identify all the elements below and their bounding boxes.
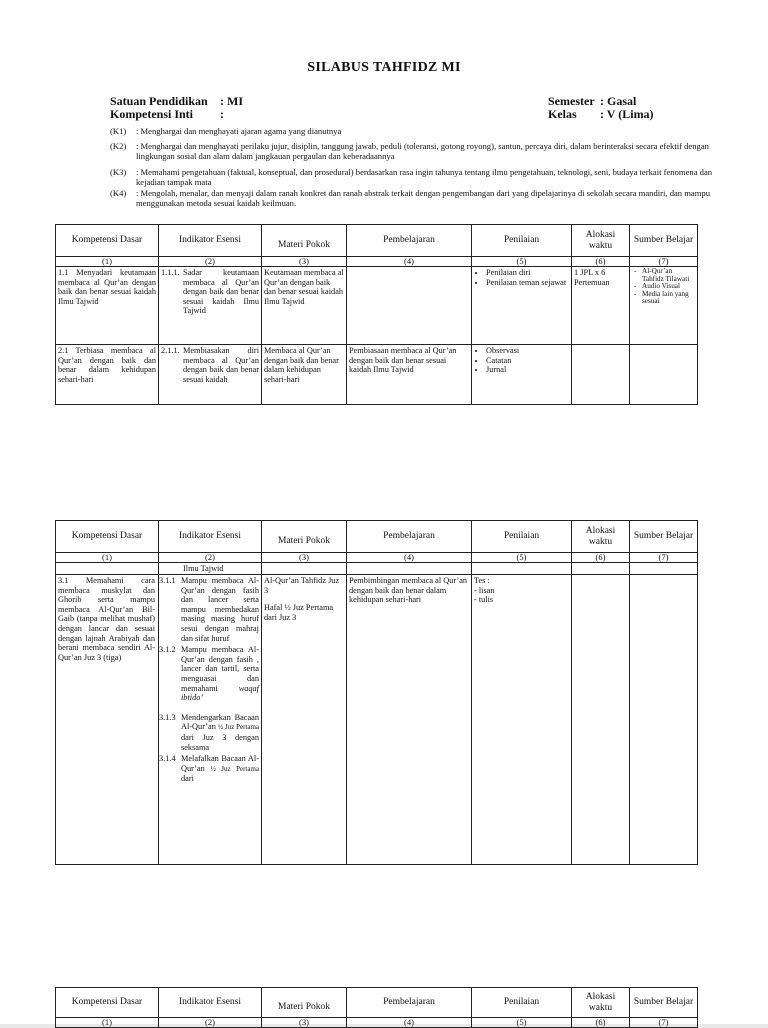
sumber-cell: - Al-Qur’an Tahfidz Tilawati - Audio Visual - Media lain yang sesuai xyxy=(630,267,698,345)
indicator-item: 3.1.1 Mampu membaca Al-Qur’an dengan fasih dan lancer serta mampu membedakan masing masing huruf sesui dengan mahraj dan sifat huruf xyxy=(159,576,259,643)
column-header: Alokasi waktu xyxy=(572,521,630,553)
column-header: Pembelajaran xyxy=(347,225,472,257)
carry-over-row xyxy=(56,563,698,575)
alokasi-cell xyxy=(572,345,630,405)
pembelajaran-cell xyxy=(347,267,472,345)
table-header-row xyxy=(56,225,698,257)
semester-value: : Gasal xyxy=(600,94,637,108)
column-header: Kompetensi Dasar xyxy=(56,225,159,257)
kd-cell: 1.1 Menyadari keutamaan membaca al Qur’an dengan baik dan benar sesuai kaidah Ilmu Tajwid xyxy=(56,267,159,345)
materi-cell: Membaca al Qur’an dengan baik dan benar dalam kehidupan sehari-hari xyxy=(262,345,347,405)
indicator-item: 3.1.3 Mendengarkan Bacaan Al-Qur’an ½ Juz Pertama dari Juz 3 dengan seksama xyxy=(159,712,260,752)
column-header: Alokasi waktu xyxy=(572,988,630,1018)
kelas-value: : V (Lima) xyxy=(600,107,654,121)
column-header: Indikator Esensi xyxy=(159,988,262,1018)
table-row xyxy=(56,345,698,405)
column-header: Pembelajaran xyxy=(347,988,472,1018)
penilaian-cell: Tes : - lisan - tulis xyxy=(472,575,572,865)
column-header: Penilaian xyxy=(472,521,572,553)
table-row xyxy=(56,267,698,345)
column-header: Sumber Belajar xyxy=(630,225,698,257)
kelas-label: Kelas xyxy=(548,107,577,121)
satuan-value: : MI xyxy=(220,94,243,108)
column-header: Indikator Esensi xyxy=(159,225,262,257)
carry-over-text: Ilmu Tajwid xyxy=(159,563,262,575)
table-header-row xyxy=(56,988,698,1018)
alokasi-cell: 1 JPL x 6 Pertemuan xyxy=(572,267,630,345)
indicator-cell: 1.1.1. Sadar keutamaan membaca al Qur’an dengan baik dan benar sesuai kaidah Ilmu Tajwid xyxy=(159,267,262,345)
penilaian-cell: • Penilaian diri • Penilaian teman sejawat xyxy=(472,267,572,345)
column-header: Kompetensi Dasar xyxy=(56,988,159,1018)
column-header: Materi Pokok xyxy=(262,521,347,553)
kd-cell: 2.1 Terbiasa membaca al Qur’an dengan baik dan benar dalam kehidupan sehari-hari xyxy=(56,345,159,405)
column-header: Sumber Belajar xyxy=(630,988,698,1018)
materi-cell: Keutamaan membaca al Qur’an dengan baik dan benar sesuai kaidah Ilmu Tajwid xyxy=(262,267,347,345)
header-right xyxy=(548,95,654,121)
materi-cell: Al-Qur’an Tahfidz Juz 3 Hafal ½ Juz Pertama dari Juz 3 xyxy=(262,575,347,865)
column-number-row: (1) (2) (3) (4) (5) (6) (7) xyxy=(56,553,698,563)
column-header: Materi Pokok xyxy=(262,225,347,257)
indicator-item: 3.1.2 Mampu membaca Al-Qur’an dengan fasih , lancer dan tartil, serta menguasai dan memahami waqaf ibtido’ xyxy=(159,645,259,703)
column-header: Penilaian xyxy=(472,988,572,1018)
sumber-cell xyxy=(630,575,698,865)
column-header: Indikator Esensi xyxy=(159,521,262,553)
syllabus-table-2 xyxy=(55,520,698,865)
table-header-row xyxy=(56,521,698,553)
kompetensi-label: Kompetensi Inti xyxy=(110,107,194,121)
indicator-item: 3.1.4 Melafalkan Bacaan Al-Qur’an ½ Juz Pertama dari xyxy=(159,754,260,784)
pembelajaran-cell: Pembimbingan membaca al Qur’an dengan baik dan benar dalam kehidupan sehari-hari xyxy=(347,575,472,865)
column-header: Penilaian xyxy=(472,225,572,257)
table-row xyxy=(56,575,698,865)
syllabus-table-1 xyxy=(55,224,698,405)
alokasi-cell xyxy=(572,575,630,865)
column-header: Alokasi waktu xyxy=(572,225,630,257)
column-number-row: (1) (2) (3) (4) (5) (6) (7) xyxy=(56,1018,698,1028)
indicator-cell: 2.1.1. Membiasakan diri membaca al Qur’an dengan baik dan benar sesuai kaidah xyxy=(159,345,262,405)
penilaian-cell: • Observasi • Catatan • Jurnal xyxy=(472,345,572,405)
column-header: Sumber Belajar xyxy=(630,521,698,553)
semester-label: Semester xyxy=(548,94,595,108)
document-page: SILABUS TAHFIDZ MI Satuan Pendidikan : MI Kompetensi Inti : Semester : Gasal Kelas : V (Lima) (K1) : Menghargai dan menghayati ajaran agama yang dianutnya (K2) : Menghargai dan menghayati perilaku jujur, disiplin, tanggung jawab, peduli (toleransi, gotong royong), santun, percaya diri, dalam berinteraksi secara efektif dengan lingkungan sosial dan alam dalam jangkauan pergaulan dan keberadaannya (K3) : Memahami pengetahuan (faktual, konseptual, dan prosedural) berdasarkan rasa ingin tahunya tentang ilmu pengetahuan, teknologi, seni, budaya terkait fenomena dan kejadian tampak mata (K4) : Mengolah, menalar, dan menyaji dalam ranah konkret dan ranah abstrak terkait dengan pengembangan dari yang dipelajarinya di sekolah secara mandiri, dan mampu menggunakan metoda sesuai kaidah keilmuan. Kompetensi Dasar Indikator Esensi Materi Pokok Pembelajaran Penilaian Alokasi waktu Sumber Belajar (1) (2) (3) (4) (5) (6) (7) 1.1 Menyadari keutamaan membaca al Qur’an dengan baik dan benar sesuai kaidah Ilmu Tajwid 1.1.1. Sadar keutamaan membaca al Qur’an dengan baik dan benar sesuai kaidah Ilmu Tajwid Keutamaan membaca al Qur’an dengan baik dan benar sesuai kaidah Ilmu Tajwid • Penilaian diri • Penilaian teman sejawat 1 JPL x 6 Pertemuan - Al-Qur’an Tahfidz Tilawati - Audio Visual - Media lain yang sesuai 2.1 Terbiasa membaca al Qur’an dengan baik dan benar dalam kehidupan sehari-hari 2.1.1. Membiasakan diri membaca al Qur’an dengan baik dan benar sesuai kaidah Membaca al Qur’an dengan baik dan benar dalam kehidupan sehari-hari Pembiasaan membaca al Qur’an dengan baik dan benar sesuai kaidah Ilmu Tajwid • Observasi • Catatan • Jurnal Kompetensi Dasar Indikator Esensi Materi Pokok Pembelajaran Penilaian Alokasi waktu Sumber Belajar (1) (2) (3) (4) (5) (6) (7) Ilmu Tajwid 3.1 Memahami cara membaca muskylat dan Ghorib serta mampu membaca Al-Qur’an Bil-Gaib (tanpa melihat mushaf) dengan lancar dan sesuai dengan lajnah Arabiyah dan berani membaca sendiri Al-Qur’an Juz 3 (tiga) 3.1.1 Mampu membaca Al-Qur’an dengan fasih dan lancer serta mampu membedakan masing masing huruf sesui dengan mahraj dan sifat huruf 3.1.2 Mampu membaca Al-Qur’an dengan fasih , lancer dan tartil, serta menguasai dan memahami waqaf ibtido’ 3.1.3 Mendengarkan Bacaan Al-Qur’an ½ Juz Pertama dari Juz 3 dengan seksama 3.1.4 Melafalkan Bacaan Al-Qur’an ½ Juz Pertama dari Al-Qur’an Tahfidz Juz 3 Hafal ½ Juz Pertama dari Juz 3 Pembimbingan membaca al Qur’an dengan baik dan benar dalam kehidupan sehari-hari Tes : - lisan - tulis Kompetensi Dasar Indikator Esensi Materi Pokok Pembelajaran Penilaian Alokasi waktu Sumber Belajar (1) (2) (3) (4) (5) (6) (7) xyxy=(0,0,768,1024)
column-header: Kompetensi Dasar xyxy=(56,521,159,553)
sumber-cell xyxy=(630,345,698,405)
syllabus-table-3 xyxy=(55,987,698,1028)
document-title: SILABUS TAHFIDZ MI xyxy=(307,60,461,75)
column-header: Materi Pokok xyxy=(262,988,347,1018)
satuan-label: Satuan Pendidikan xyxy=(110,94,208,108)
kompetensi-value: : xyxy=(220,107,224,121)
indicator-cell xyxy=(159,575,262,865)
pembelajaran-cell: Pembiasaan membaca al Qur’an dengan baik dan benar sesuai kaidah Ilmu Tajwid xyxy=(347,345,472,405)
column-number-row: (1) (2) (3) (4) (5) (6) (7) xyxy=(56,257,698,267)
header-left xyxy=(110,95,243,121)
kd-cell: 3.1 Memahami cara membaca muskylat dan Ghorib serta mampu membaca Al-Qur’an Bil-Gaib (tanpa melihat mushaf) dengan lancar dan sesuai dengan lajnah Arabiyah dan berani membaca sendiri Al-Qur’an Juz 3 (tiga) xyxy=(56,575,159,865)
column-header: Pembelajaran xyxy=(347,521,472,553)
